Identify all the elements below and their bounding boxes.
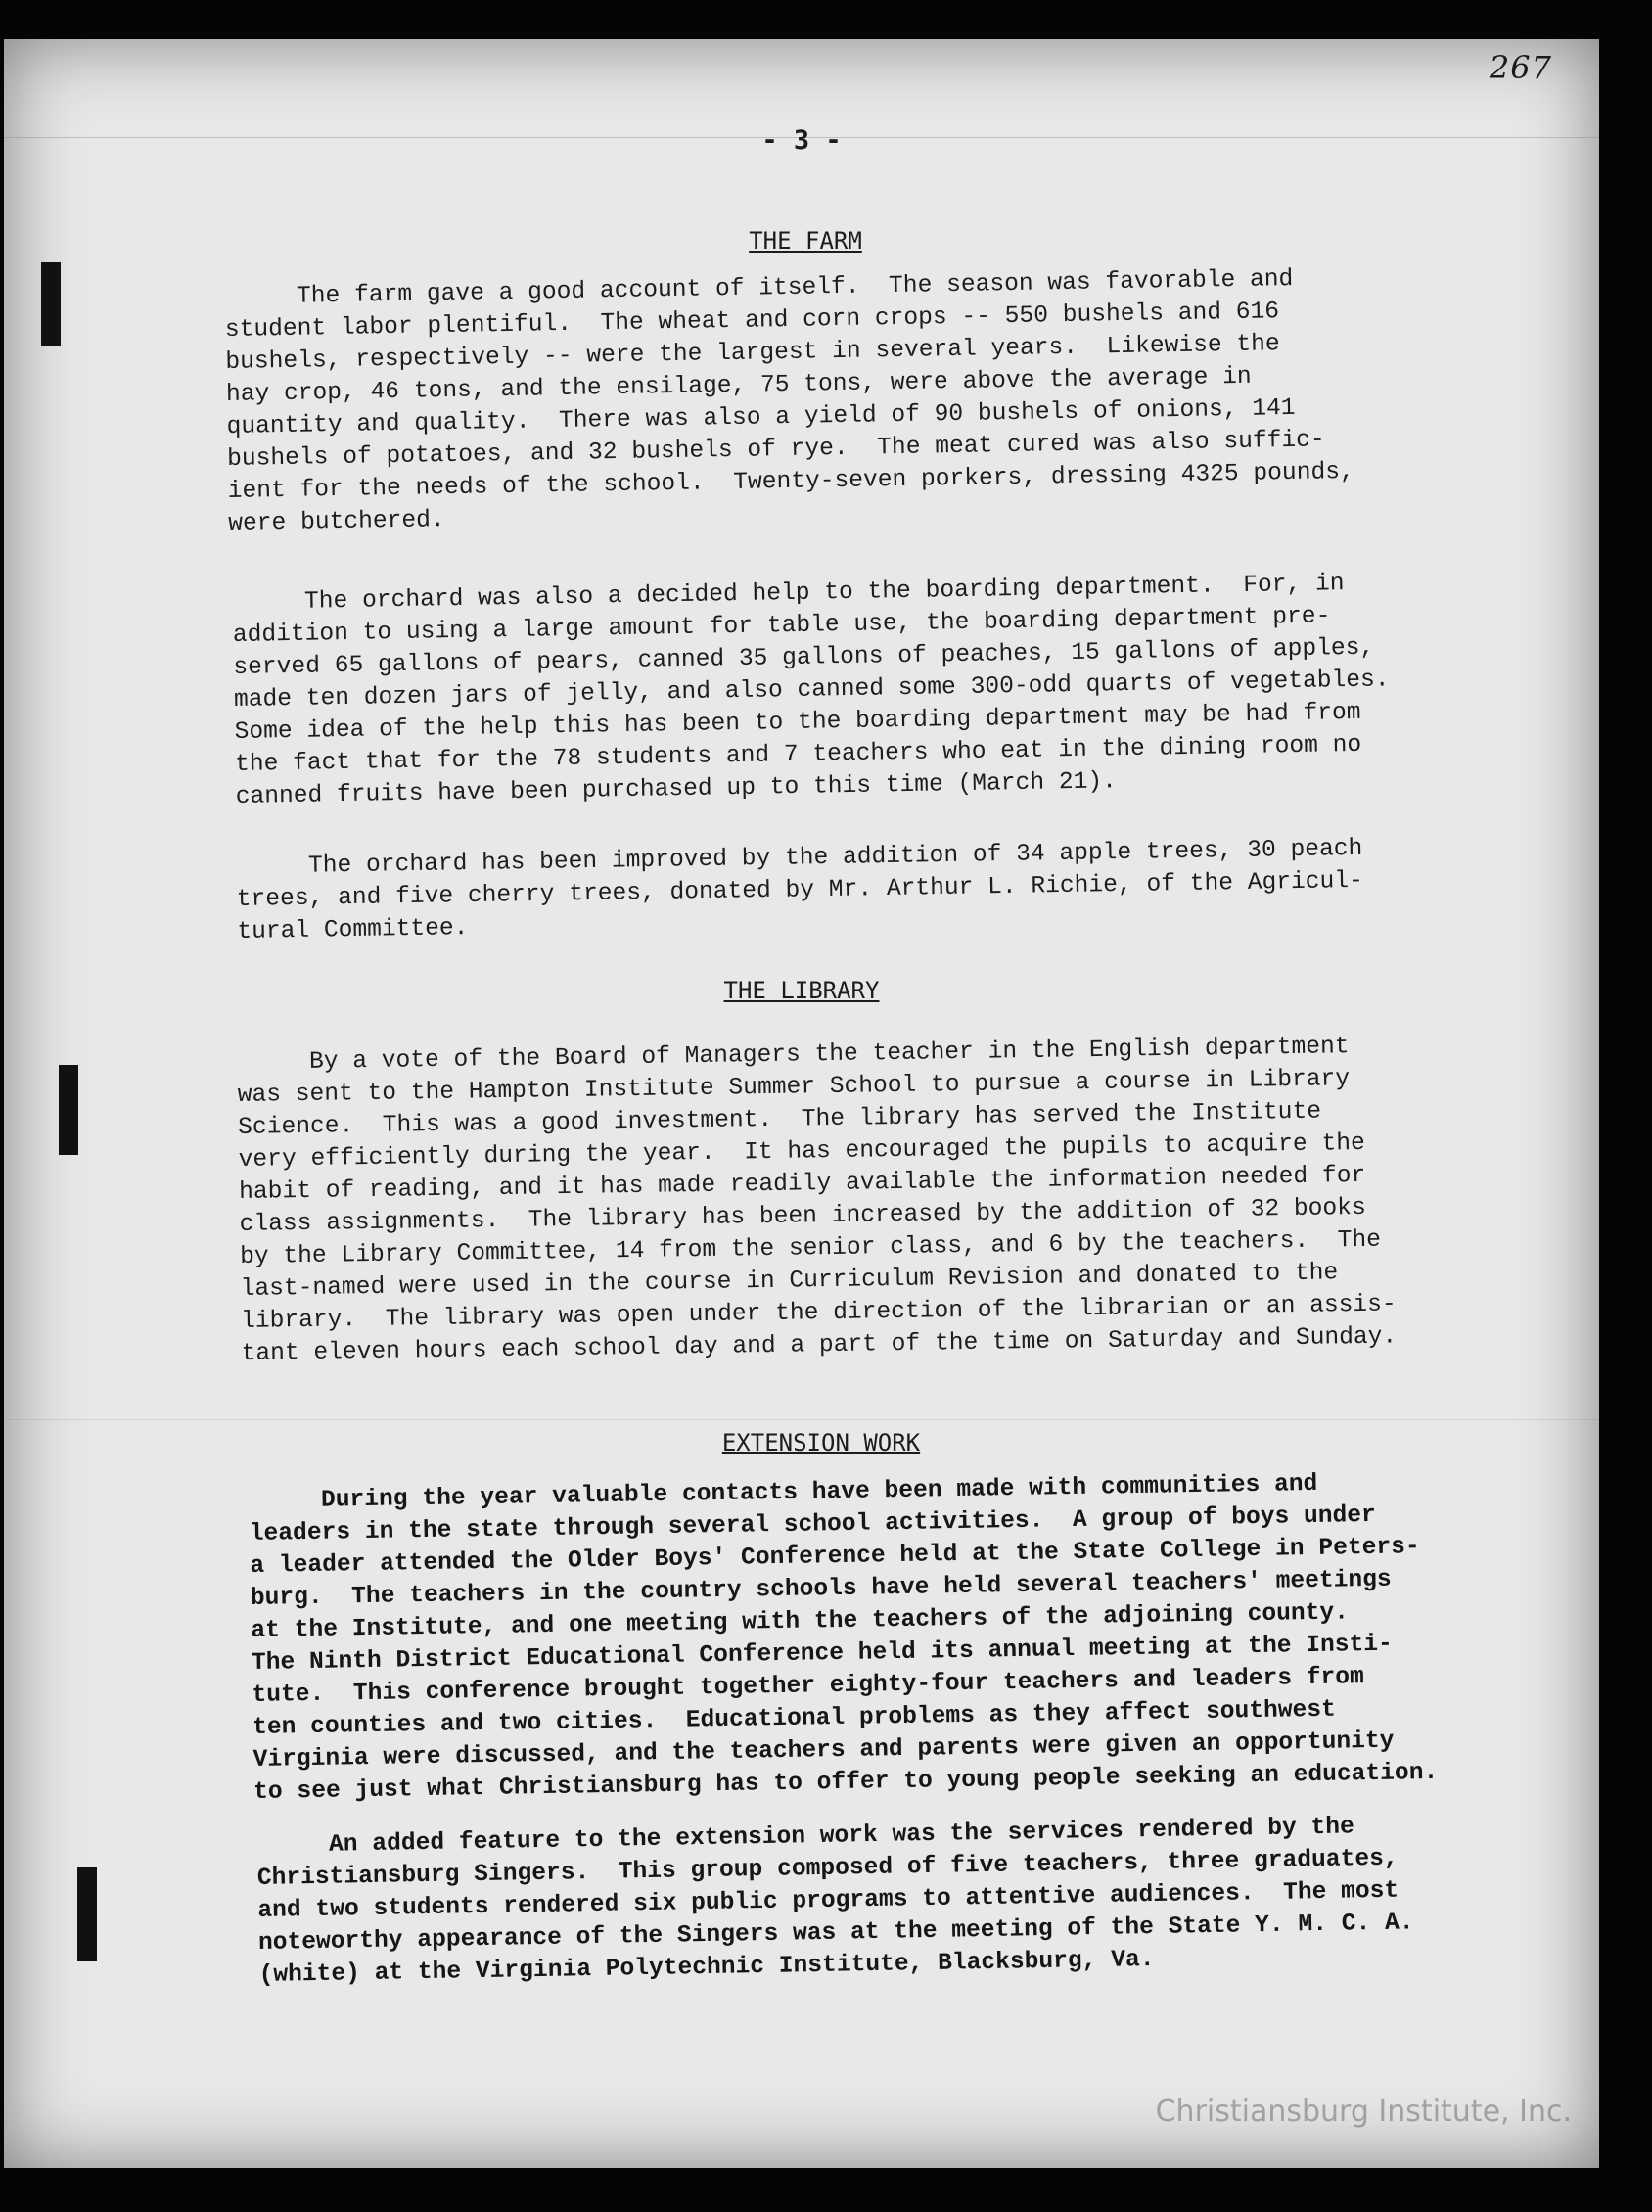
paragraph-extension-2: An added feature to the extension work was the services rendered by the Christiansburg Singers. This group composed of five teachers, three graduates, and two students rendered six public programs to attentive audiences. The most noteworthy appearance of the Singers was at the meeting of the State Y. M. C. A. (white) at the Virginia Polytechnic Institute, Blacksburg, Va.: [256, 1814, 1414, 1989]
section-heading-farm: THE FARM: [749, 227, 862, 254]
paragraph-extension-1: During the year valuable contacts have been made with communities and leaders in the state through several school activities. A group of boys under a leader attended the Older Boys' Conference held at the State College in Peters- burg. The teachers in the country schools have held several teachers' meetings at the Institute, and one meeting with the teachers of the adjoining county. The Ninth District Educational Conference held its annual meeting at the Insti- tute. This conference brought together eighty-four teachers and leaders from ten counties and two cities. Educational problems as they affect southwest Virginia were discussed, and the teachers and parents were given an opportunity to see just what Christiansburg has to offer to young people seeking an education.: [249, 1470, 1439, 1806]
watermark: Christiansburg Institute, Inc.: [1155, 2095, 1572, 2129]
paragraph-farm-2: The orchard was also a decided help to the boarding department. For, in addition to using a large amount for table use, the boarding department pre- served 65 gallons of pears, canned 35 gallons of peaches, 15 gallons of apples, made ten dozen jars of jelly, and also canned some 300-odd quarts of vegetables. Some idea of the help this has been to the boarding department may be had from the fact that for the 78 students and 7 teachers who eat in the dining room no canned fruits have been purchased up to this time (March 21).: [232, 571, 1390, 810]
paragraph-library-1: By a vote of the Board of Managers the teacher in the English department was sent to the Hampton Institute Summer School to pursue a course in Library Science. This was a good investment. The library has served the Institute very efficiently during the year. It has encouraged the pupils to acquire the habit of reading, and it has made readily available the information needed for class assignments. The library has been increased by the addition of 32 books by the Library Committee, 14 from the senior class, and 6 by the teachers. The last-named were used in the course in Curriculum Revision and donated to the library. The library was open under the direction of the librarian or an assis- tant eleven hours each school day and a part of the time on Saturday and Sunday.: [237, 1034, 1398, 1367]
page-number: - 3 -: [761, 125, 842, 156]
punch-hole-mark: [59, 1065, 78, 1155]
punch-hole-mark: [77, 1867, 97, 1961]
section-heading-library: THE LIBRARY: [723, 977, 880, 1004]
handwritten-page-number: 267: [1489, 49, 1552, 86]
section-heading-extension: EXTENSION WORK: [721, 1429, 921, 1456]
paragraph-farm-1: The farm gave a good account of itself. The season was favorable and student labor plentiful. The wheat and corn crops -- 550 bushels and 616 bushels, respectively -- were the largest in several years. Likewise the hay crop, 46 tons, and the ensilage, 75 tons, were above the average in quantity and quality. There was also a yield of 90 bushels of onions, 141 bushels of potatoes, and 32 bushels of rye. The meat cured was also suffic- ient for the needs of the school. Twenty-seven porkers, dressing 4325 pounds, were butchered.: [224, 265, 1354, 537]
punch-hole-mark: [41, 262, 61, 346]
document-page: [4, 39, 1599, 2168]
ruled-line: [4, 1419, 1599, 1420]
paragraph-farm-3: The orchard has been improved by the addition of 34 apple trees, 30 peach trees, and five cherry trees, donated by Mr. Arthur L. Richie, of the Agricul- tural Committee.: [236, 835, 1364, 945]
